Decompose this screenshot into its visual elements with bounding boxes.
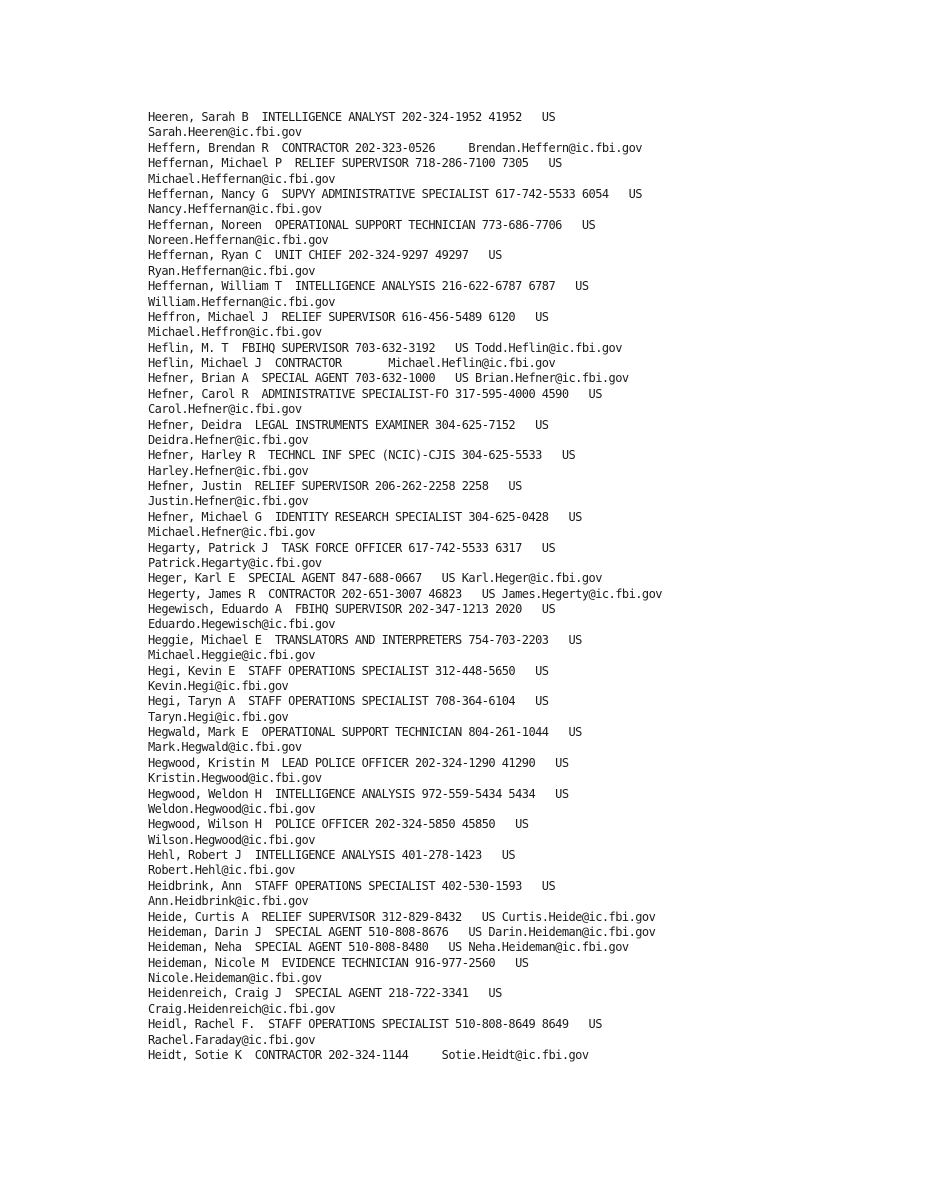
directory-line: Hefner, Michael G IDENTITY RESEARCH SPECIALIST 304-625-0428 US <box>148 509 582 524</box>
directory-line: Michael.Heffernan@ic.fbi.gov <box>148 171 335 186</box>
directory-line: Heffron, Michael J RELIEF SUPERVISOR 616-456-5489 6120 US <box>148 309 549 324</box>
directory-line: Hegi, Kevin E STAFF OPERATIONS SPECIALIST 312-448-5650 US <box>148 663 549 678</box>
directory-line: Hegewisch, Eduardo A FBIHQ SUPERVISOR 202-347-1213 2020 US <box>148 602 556 616</box>
directory-line: Heggie, Michael E TRANSLATORS AND INTERPRETERS 754-703-2203 US <box>148 632 582 647</box>
directory-line: Heffernan, William T INTELLIGENCE ANALYSIS 216-622-6787 6787 US <box>148 279 589 294</box>
directory-line: Heideman, Nicole M EVIDENCE TECHNICIAN 916-977-2560 US <box>148 955 529 970</box>
directory-line: Nancy.Heffernan@ic.fbi.gov <box>148 202 322 217</box>
directory-line: Hefner, Brian A SPECIAL AGENT 703-632-1000 US Brian.Hefner@ic.fbi.gov <box>148 371 629 386</box>
directory-line: Heffern, Brendan R CONTRACTOR 202-323-0526 Brendan.Heffern@ic.fbi.gov <box>148 140 642 155</box>
directory-line: Heffernan, Noreen OPERATIONAL SUPPORT TECHNICIAN 773-686-7706 US <box>148 217 596 232</box>
directory-line: Deidra.Hefner@ic.fbi.gov <box>148 432 309 447</box>
directory-line: Heffernan, Ryan C UNIT CHIEF 202-324-9297 49297 US <box>148 248 502 263</box>
directory-line: Kevin.Hegi@ic.fbi.gov <box>148 678 289 693</box>
directory-line: Heffernan, Michael P RELIEF SUPERVISOR 718-286-7100 7305 US <box>148 156 562 171</box>
directory-line: Wilson.Hegwood@ic.fbi.gov <box>148 832 315 847</box>
directory-line: Heideman, Neha SPECIAL AGENT 510-808-8480 US Neha.Heideman@ic.fbi.gov <box>148 940 629 955</box>
directory-line: Mark.Hegwald@ic.fbi.gov <box>148 740 302 755</box>
directory-line: Sarah.Heeren@ic.fbi.gov <box>148 125 302 140</box>
directory-line: Hegi, Taryn A STAFF OPERATIONS SPECIALIST 708-364-6104 US <box>148 694 549 709</box>
directory-line: William.Heffernan@ic.fbi.gov <box>148 294 335 309</box>
directory-line: Heeren, Sarah B INTELLIGENCE ANALYST 202-324-1952 41952 US <box>148 110 556 124</box>
directory-line: Nicole.Heideman@ic.fbi.gov <box>148 971 322 985</box>
directory-line: Rachel.Faraday@ic.fbi.gov <box>148 1032 315 1047</box>
directory-line: Carol.Hefner@ic.fbi.gov <box>148 402 302 417</box>
directory-line: Hegwood, Weldon H INTELLIGENCE ANALYSIS 972-559-5434 5434 US <box>148 786 569 801</box>
directory-line: Robert.Hehl@ic.fbi.gov <box>148 863 295 878</box>
directory-line: Michael.Heggie@ic.fbi.gov <box>148 648 315 663</box>
directory-line: Kristin.Hegwood@ic.fbi.gov <box>148 771 322 786</box>
directory-line: Taryn.Hegi@ic.fbi.gov <box>148 709 289 724</box>
directory-line: Ryan.Heffernan@ic.fbi.gov <box>148 263 315 278</box>
directory-line: Heflin, Michael J CONTRACTOR Michael.Heflin@ic.fbi.gov <box>148 356 556 370</box>
directory-line: Justin.Hefner@ic.fbi.gov <box>148 494 309 509</box>
directory-line: Harley.Hefner@ic.fbi.gov <box>148 463 309 478</box>
directory-line: Hefner, Carol R ADMINISTRATIVE SPECIALIST-FO 317-595-4000 4590 US <box>148 386 602 401</box>
directory-line: Michael.Heffron@ic.fbi.gov <box>148 325 322 340</box>
directory-line: Hegwood, Wilson H POLICE OFFICER 202-324-5850 45850 US <box>148 817 529 832</box>
directory-line: Heide, Curtis A RELIEF SUPERVISOR 312-829-8432 US Curtis.Heide@ic.fbi.gov <box>148 909 656 924</box>
directory-line: Heideman, Darin J SPECIAL AGENT 510-808-8676 US Darin.Heideman@ic.fbi.gov <box>148 924 656 939</box>
directory-line: Craig.Heidenreich@ic.fbi.gov <box>148 1001 335 1016</box>
directory-line: Heidl, Rachel F. STAFF OPERATIONS SPECIALIST 510-808-8649 8649 US <box>148 1017 602 1032</box>
directory-line: Hehl, Robert J INTELLIGENCE ANALYSIS 401-278-1423 US <box>148 848 516 862</box>
directory-line: Hegarty, Patrick J TASK FORCE OFFICER 617-742-5533 6317 US <box>148 540 556 555</box>
directory-line: Ann.Heidbrink@ic.fbi.gov <box>148 894 309 909</box>
directory-line: Hegwald, Mark E OPERATIONAL SUPPORT TECHNICIAN 804-261-1044 US <box>148 725 582 739</box>
directory-line: Heffernan, Nancy G SUPVY ADMINISTRATIVE SPECIALIST 617-742-5533 6054 US <box>148 186 642 201</box>
directory-line: Weldon.Hegwood@ic.fbi.gov <box>148 801 315 816</box>
directory-listing <box>148 110 918 1063</box>
directory-line: Heidbrink, Ann STAFF OPERATIONS SPECIALIST 402-530-1593 US <box>148 878 556 893</box>
directory-line: Eduardo.Hegewisch@ic.fbi.gov <box>148 617 335 632</box>
directory-line: Heger, Karl E SPECIAL AGENT 847-688-0667 US Karl.Heger@ic.fbi.gov <box>148 571 602 586</box>
directory-line: Hefner, Deidra LEGAL INSTRUMENTS EXAMINER 304-625-7152 US <box>148 417 549 432</box>
directory-line: Michael.Hefner@ic.fbi.gov <box>148 525 315 540</box>
directory-line: Heidt, Sotie K CONTRACTOR 202-324-1144 Sotie.Heidt@ic.fbi.gov <box>148 1047 589 1062</box>
directory-line: Noreen.Heffernan@ic.fbi.gov <box>148 233 329 247</box>
directory-line: Hefner, Justin RELIEF SUPERVISOR 206-262-2258 2258 US <box>148 479 522 493</box>
directory-line: Heidenreich, Craig J SPECIAL AGENT 218-722-3341 US <box>148 986 502 1001</box>
directory-line: Hegerty, James R CONTRACTOR 202-651-3007 46823 US James.Hegerty@ic.fbi.gov <box>148 586 662 601</box>
directory-line: Patrick.Hegarty@ic.fbi.gov <box>148 555 322 570</box>
directory-line: Hegwood, Kristin M LEAD POLICE OFFICER 202-324-1290 41290 US <box>148 755 569 770</box>
directory-line: Hefner, Harley R TECHNCL INF SPEC (NCIC)-CJIS 304-625-5533 US <box>148 448 576 463</box>
directory-line: Heflin, M. T FBIHQ SUPERVISOR 703-632-3192 US Todd.Heflin@ic.fbi.gov <box>148 340 622 355</box>
